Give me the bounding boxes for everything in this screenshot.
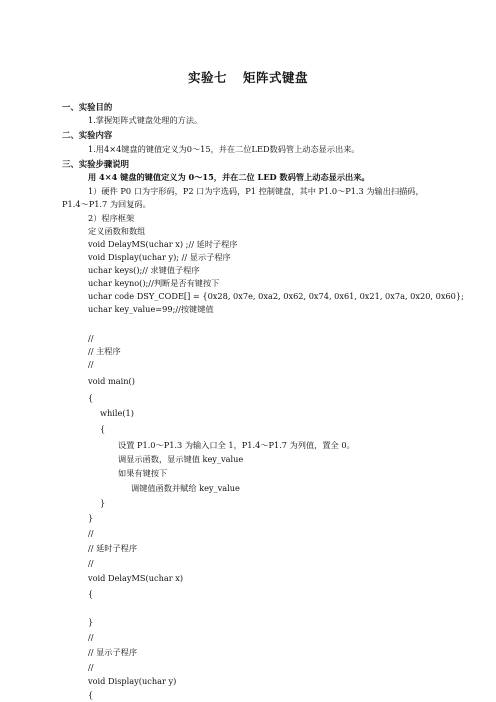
hardware-description-line1: 1）硬件 P0 口为字形码，P2 口为字选码，P1 控制键盘，其中 P1.0～P1.3 为输出扫描码， (88, 186, 424, 196)
code-line: } (88, 617, 94, 627)
code-line: uchar key_value=99;//按键键值 (88, 304, 214, 314)
page-title (0, 68, 496, 86)
code-line: 如果有键按下 (118, 468, 168, 478)
code-line: void DelayMS(uchar x) ;// 延时子程序 (88, 239, 238, 249)
code-comment: // (88, 528, 94, 538)
code-comment: // (88, 333, 94, 343)
code-line: void main() (88, 376, 135, 386)
code-line: uchar code DSY_CODE[] = {0x28, 0x7e, 0xa2, 0x62, 0x74, 0x61, 0x21, 0x7a, 0x20, 0x60}; (88, 291, 464, 301)
section-1-heading: 一、实验目的 (62, 102, 113, 112)
section-1-item: 1.掌握矩阵式键盘处理的方法。 (88, 115, 203, 125)
code-comment: // (88, 632, 94, 642)
code-comment: // 主程序 (88, 346, 121, 356)
title-sub: 矩阵式键盘 (243, 70, 309, 85)
code-line: } (100, 498, 106, 508)
section-3-heading: 三、实验步骤说明 (62, 159, 129, 169)
code-comment: // 显示子程序 (88, 647, 138, 657)
code-comment: // (88, 359, 94, 369)
code-line: 调键值函数并赋给 key_value (131, 483, 240, 493)
section-3-bold-statement: 用 4×4 键盘的键值定义为 0～15，并在二位 LED 数码管上动态显示出来。 (88, 172, 370, 182)
code-line: void Display(uchar y); // 显示子程序 (88, 252, 231, 262)
code-comment: // 延时子程序 (88, 543, 138, 553)
program-frame-heading: 2）程序框架 (88, 213, 135, 223)
title-main: 实验七 (187, 70, 227, 85)
code-comment: // (88, 558, 94, 568)
code-line: { (88, 393, 94, 403)
code-line: uchar keys();// 求键值子程序 (88, 265, 200, 275)
code-line: { (88, 690, 94, 700)
section-2-item: 1.用4×4键盘的键值定义为0～15，并在二位LED数码管上动态显示出来。 (88, 144, 360, 154)
code-line: } (88, 513, 94, 523)
code-line: 设置 P1.0～P1.3 为输入口全 1，P1.4～P1.7 为列值，置全 0。 (118, 440, 355, 450)
hardware-description-line2: P1.4～P1.7 为回复码。 (62, 199, 151, 209)
code-comment: // (88, 662, 94, 672)
code-line: void DelayMS(uchar x) (88, 573, 184, 583)
code-line: { (88, 589, 94, 599)
code-line: { (100, 424, 106, 434)
section-2-heading: 二、实验内容 (62, 130, 113, 140)
code-line: while(1) (100, 408, 134, 418)
code-line: uchar keyno();//判断是否有键按下 (88, 278, 220, 288)
code-line: 调显示函数，显示键值 key_value (118, 454, 244, 464)
code-line: void Display(uchar y) (88, 676, 177, 686)
code-line: 定义函数和数组 (88, 226, 146, 236)
